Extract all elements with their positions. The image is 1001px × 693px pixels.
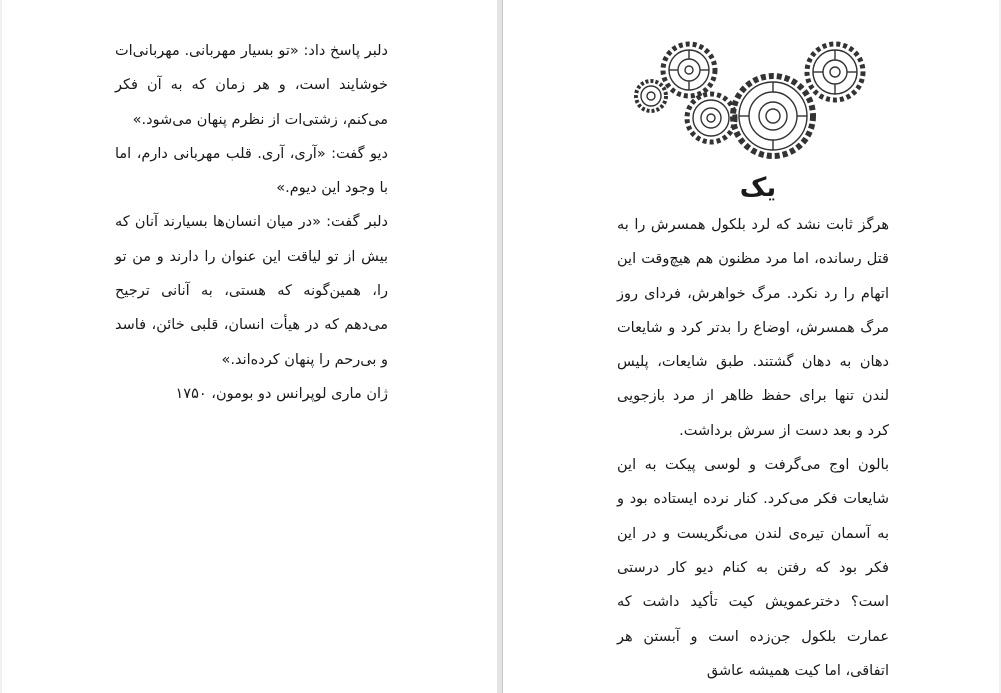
large-gear-icon bbox=[733, 76, 813, 156]
epigraph-paragraph: دیو گفت: «آری، آری. قلب مهربانی دارم، اما با وجود این دیوم.» bbox=[115, 145, 388, 197]
chapter-text bbox=[617, 208, 889, 688]
epigraph-paragraph: دلبر گفت: «در میان انسان‌ها بسیارند آنان که بیش از تو لیاقت این عنوان را دارند و من تو را، همین‌گونه که هستی، به آنانی ترجیح می‌دهم که در هیأت انسان، قلبی خائن، فاسد و بی‌رحم را پنهان کرده‌اند.» bbox=[115, 214, 388, 368]
chapter-title: یک bbox=[739, 173, 777, 203]
small-gear-icon bbox=[636, 81, 666, 111]
left-page bbox=[2, 0, 498, 693]
epigraph-text bbox=[115, 34, 388, 411]
gear-icon bbox=[663, 44, 715, 96]
epigraph-paragraph: دلبر پاسخ داد: «تو بسیار مهربانی. مهربانی‌ات خوشایند است، و هر زمان که به آن فکر می‌کنم، زشتی‌ات از نظرم پنهان می‌شود.» bbox=[115, 43, 388, 128]
gears-illustration-icon bbox=[631, 38, 871, 163]
epigraph-attribution: ژان ماری لوپرانس دو بومون، ۱۷۵۰ bbox=[175, 385, 388, 402]
chapter-paragraph: هرگز ثابت نشد که لرد بلکول همسرش را به قتل رسانده، اما مرد مظنون هم هیچ‌وقت این اتهام را رد نکرد. مرگ خواهرش، فردای روز مرگ همسرش، اوضاع را بدتر کرد و شایعات دهان به دهان گشتند. طبق شایعات، پلیس لندن تنها برای حفظ ظاهر از مرد بازجویی کرد و بعد دست از سرش برداشت. bbox=[617, 217, 889, 439]
gear-icon bbox=[687, 94, 735, 142]
chapter-paragraph: بالون اوج می‌گرفت و لوسی پیکت به این شایعات فکر می‌کرد. کنار نرده ایستاده بود و به آسمان تیره‌ی لندن می‌نگریست و در این فکر بود که رفتن به کنام دیو کار درستی است؟ دخترعمویش کیت تأکید داشت که عمارت بلکول جن‌زده است و آبستن هر اتفاقی، اما کیت همیشه عاشق bbox=[617, 457, 889, 679]
right-page bbox=[502, 0, 999, 693]
gear-icon bbox=[807, 44, 863, 100]
